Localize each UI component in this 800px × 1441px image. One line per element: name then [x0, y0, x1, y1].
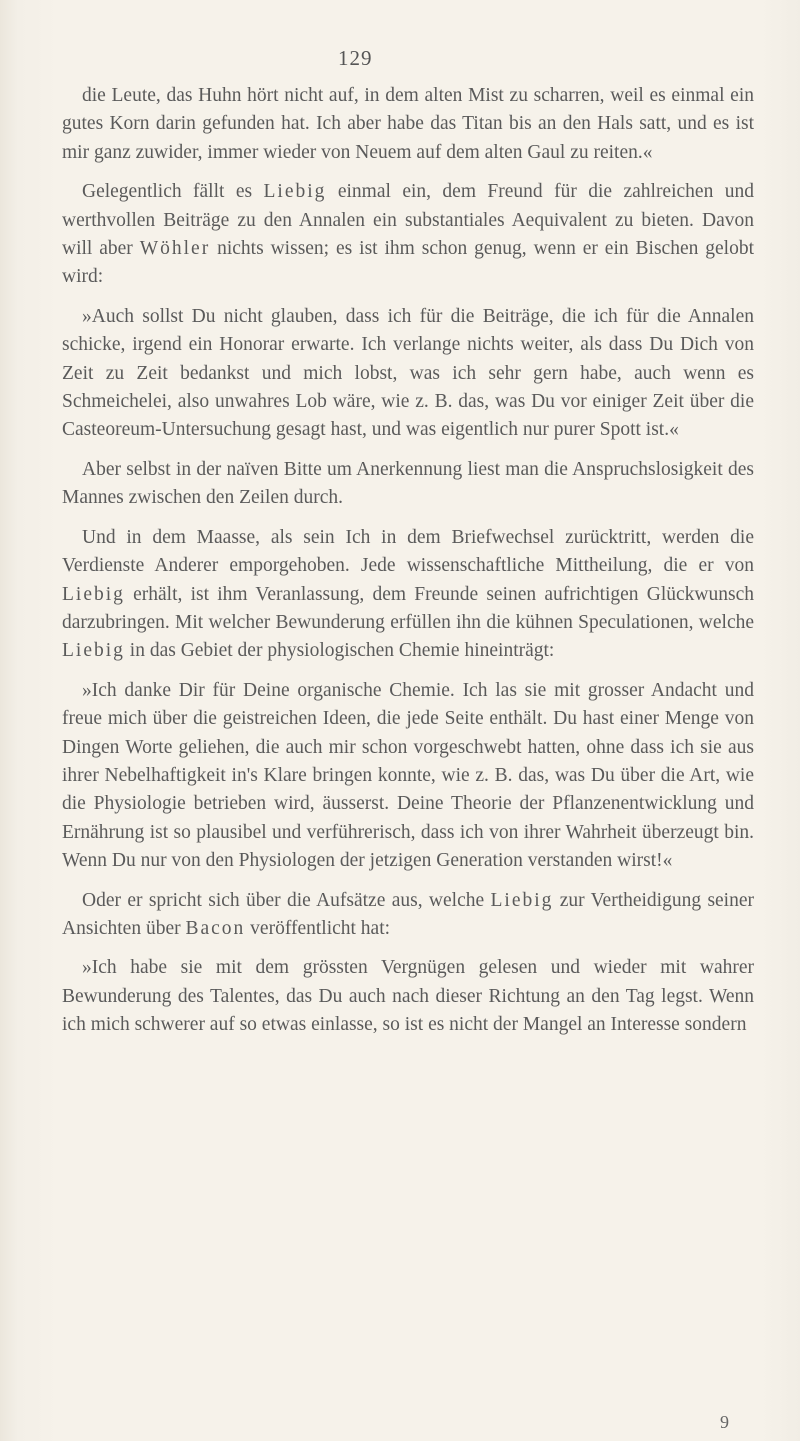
paragraph-4 — [62, 456, 754, 513]
name-liebig: Liebig — [62, 640, 125, 662]
name-liebig: Liebig — [490, 889, 554, 911]
paragraph-1 — [62, 82, 754, 167]
paragraph-8-quote — [62, 954, 754, 1039]
paragraph-7-text-c: veröffentlicht hat: — [245, 917, 391, 939]
paragraph-1-text: die Leute, das Huhn hört nicht auf, in dem alten Mist zu scharren, weil es einmal ein gutes Korn darin gefunden hat. Ich aber habe das Titan bis an den Hals satt, und es ist mir ganz zuwider, immer wieder von Neuem auf dem alten Gaul zu reiten.« — [62, 85, 754, 163]
paragraph-5-text-a: Und in dem Maasse, als sein Ich in dem Briefwechsel zurücktritt, werden die Verdienste Anderer emporgehoben. Jede wissenschaftliche Mittheilung, die er von — [62, 526, 754, 577]
paragraph-7 — [62, 887, 754, 944]
paragraph-5-text-b: erhält, ist ihm Veranlassung, dem Freunde seinen aufrichtigen Glückwunsch darzubringen. Mit welcher Bewunderung erfüllen ihn die kühnen Speculationen, welche — [62, 583, 754, 633]
paragraph-8-text: »Ich habe sie mit dem grössten Vergnügen gelesen und wieder mit wahrer Bewunderung des Talentes, das Du auch nach dieser Richtung an den Tag legst. Wenn ich mich schwerer auf so etwas einlasse, so ist es nicht der Mangel an Interesse sondern — [62, 957, 754, 1036]
paragraph-2-text-a: Gelegentlich fällt es — [82, 181, 264, 203]
page-number: 129 — [338, 46, 373, 70]
paragraph-2-text-b: einmal ein, dem Freund für die zahlreichen und werthvollen Beiträge zu den Annalen ein substantiales Aequivalent zu bieten. Davon will aber — [62, 181, 754, 260]
body-text — [62, 82, 754, 1051]
paragraph-3-quote — [62, 303, 754, 445]
name-liebig: Liebig — [263, 181, 327, 203]
paragraph-3-text: »Auch sollst Du nicht glauben, dass ich für die Beiträge, die ich für die Annalen schicke, irgend ein Honorar erwarte. Ich verlange nichts weiter, als dass Du Dich von Zeit zu Zeit bedankst und mich lobst, was ich sehr gern habe, auch wenn es Schmeichelei, also unwahres Lob wäre, wie z. B. das, was Du vor einiger Zeit über die Casteoreum-Untersuchung gesagt hast, und was eigentlich nur purer Spott ist.« — [62, 305, 754, 441]
paragraph-5 — [62, 524, 754, 666]
paragraph-7-text-a: Oder er spricht sich über die Aufsätze aus, welche — [82, 889, 491, 911]
paragraph-6-text: »Ich danke Dir für Deine organische Chemie. Ich las sie mit grosser Andacht und freue mich über die geistreichen Ideen, die jede Seite enthält. Du hast einer Menge von Dingen Worte geliehen, die auch mir schon vorgeschwebt hatten, ohne dass ich sie aus ihrer Nebelhaftigkeit in's Klare bringen konnte, wie z. B. das, was Du über die Art, wie die Physiologie betrieben wird, äusserst. Deine Theorie der Pflanzenentwicklung und Ernährung ist so plausibel und verführerisch, dass ich von ihrer Wahrheit überzeugt bin. Wenn Du nur von den Physiologen der jetzigen Generation verstanden wirst!« — [62, 679, 754, 872]
name-bacon: Bacon — [185, 917, 246, 939]
name-liebig: Liebig — [62, 583, 125, 605]
paragraph-7-text-b: zur Vertheidigung seiner Ansichten über — [62, 889, 755, 939]
paragraph-4-text: Aber selbst in der naïven Bitte um Anerkennung liest man die Anspruchslosigkeit des Mannes zwischen den Zeilen durch. — [62, 458, 754, 509]
paragraph-2-text-c: nichts wissen; es ist ihm schon genug, wenn er ein Bischen gelobt wird: — [62, 238, 754, 288]
paragraph-6-quote — [62, 677, 754, 876]
paragraph-2 — [62, 178, 754, 292]
signature-mark: 9 — [720, 1412, 729, 1432]
paragraph-5-text-c: in das Gebiet der physiologischen Chemie hineinträgt: — [124, 640, 555, 662]
name-woehler: Wöhler — [139, 238, 211, 260]
